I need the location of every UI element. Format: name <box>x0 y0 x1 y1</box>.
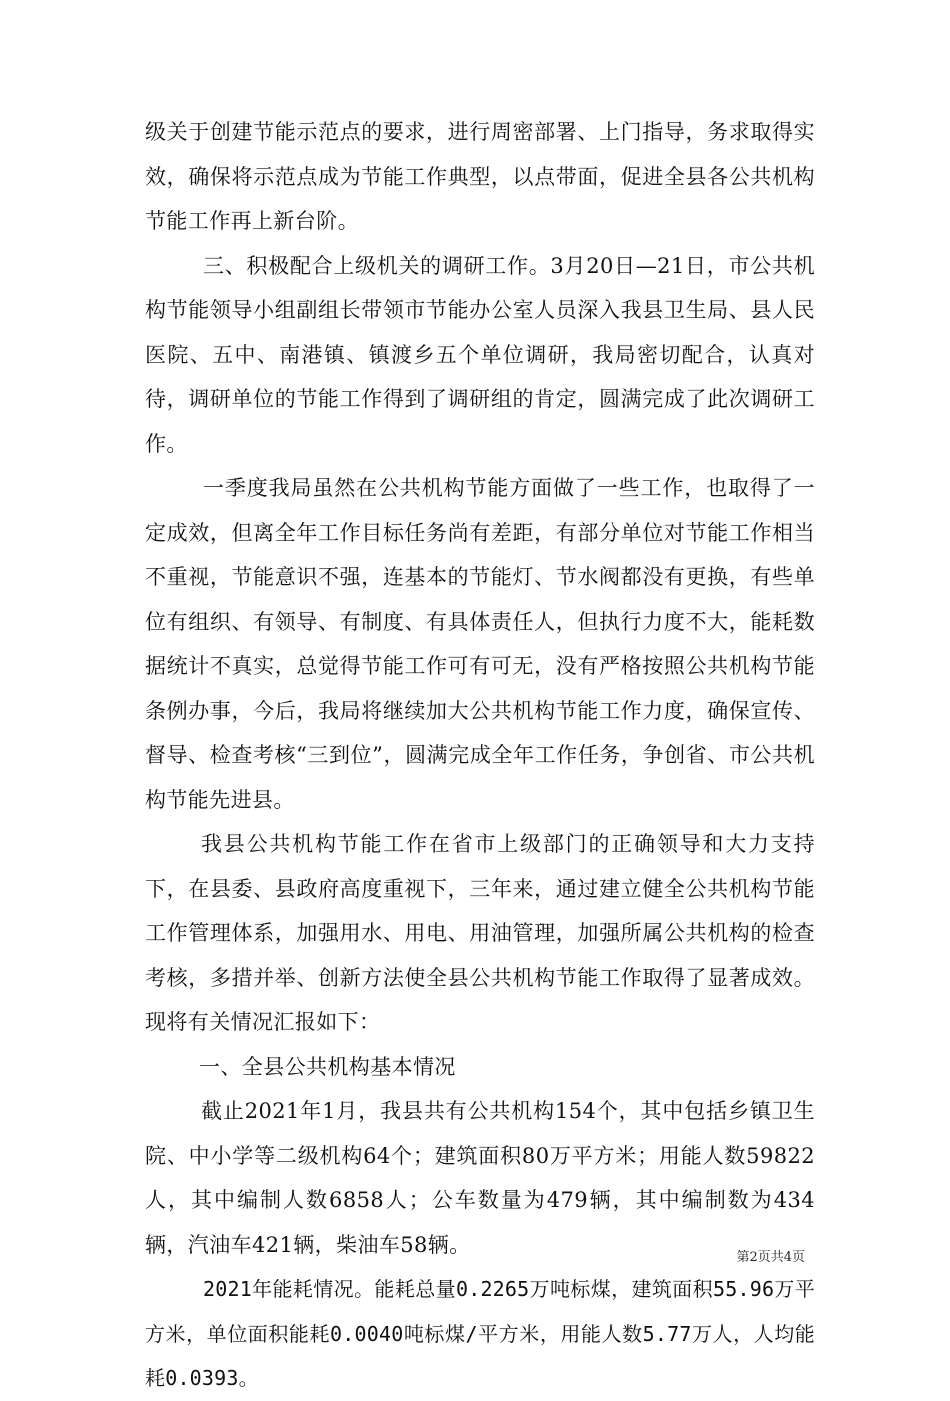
document-body <box>145 110 815 1401</box>
paragraph-research-work: 三、积极配合上级机关的调研工作。3月20日—21日，市公共机构节能领导小组副组长带领市节能办公室人员深入我县卫生局、县人民医院、五中、南港镇、镇渡乡五个单位调研，我局密切配合，认真对待，调研单位的节能工作得到了调研组的肯定，圆满完成了此次调研工作。 <box>145 253 815 456</box>
paragraph-first-quarter: 一季度我局虽然在公共机构节能方面做了一些工作，也取得了一定成效，但离全年工作目标任务尚有差距，有部分单位对节能工作相当不重视，节能意识不强，连基本的节能灯、节水阀都没有更换，有些单位有组织、有领导、有制度、有具体责任人，但执行力度不大，能耗数据统计不真实，总觉得节能工作可有可无，没有严格按照公共机构节能条例办事，今后，我局将继续加大公共机构节能工作力度，确保宣传、督导、检查考核“三到位”，圆满完成全年工作任务，争创省、市公共机构节能先进县。 <box>145 476 815 812</box>
paragraph-basic-info: 截止2021年1月，我县共有公共机构154个，其中包括乡镇卫生院、中小学等二级机构64个；建筑面积80万平方米；用能人数59822人，其中编制人数6858人；公车数量为479辆，其中编制数为434辆，汽油车421辆，柴油车58辆。 <box>145 1099 815 1257</box>
page-number-footer: 第2页共4页 <box>736 1250 805 1265</box>
paragraph-continued: 级关于创建节能示范点的要求，进行周密部署、上门指导，务求取得实效，确保将示范点成为节能工作典型，以点带面，促进全县各公共机构节能工作再上新台阶。 <box>145 120 815 233</box>
paragraph-energy-consumption: 2021年能耗情况。能耗总量0.2265万吨标煤，建筑面积55.96万平方米，单位面积能耗0.0040吨标煤/平方米，用能人数5.77万人，人均能耗0.0393。 <box>145 1277 815 1390</box>
paragraph-report-intro: 我县公共机构节能工作在省市上级部门的正确领导和大力支持下，在县委、县政府高度重视下，三年来，通过建立健全公共机构节能工作管理体系，加强用水、用电、用油管理，加强所属公共机构的检查考核，多措并举、创新方法使全县公共机构节能工作取得了显著成效。现将有关情况汇报如下： <box>145 832 815 1034</box>
section-heading-basic-info: 一、全县公共机构基本情况 <box>199 1054 456 1079</box>
